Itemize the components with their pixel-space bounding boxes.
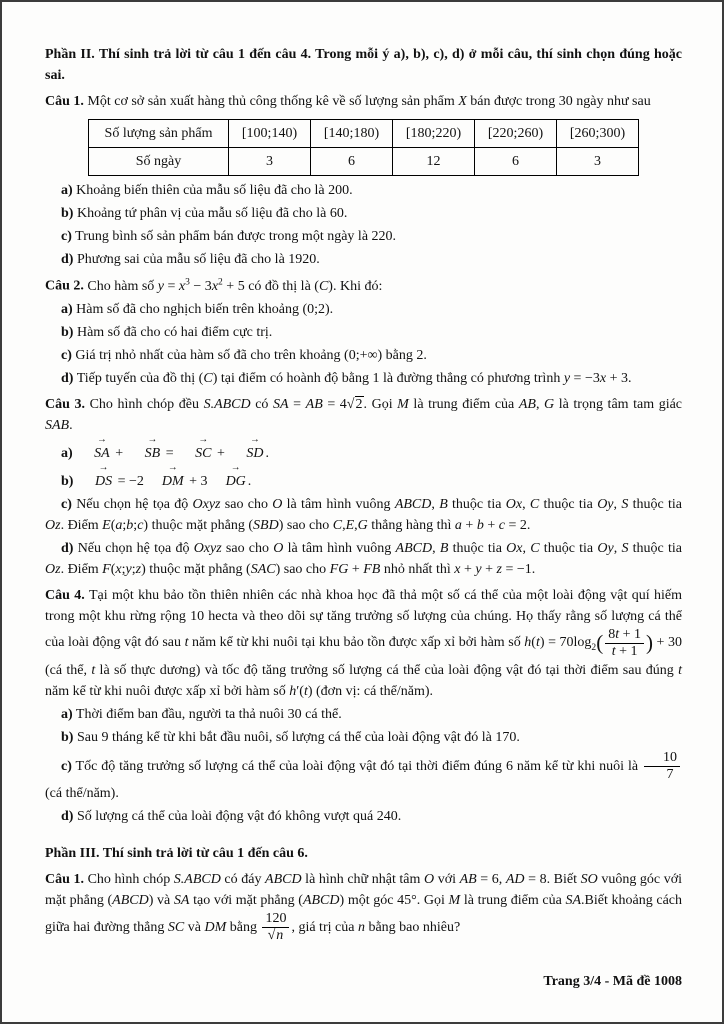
table-cell: [220;260)	[475, 120, 557, 148]
option-label: b)	[61, 473, 74, 489]
option-text: Thời điểm ban đầu, người ta thả nuôi 30 cá thể.	[75, 706, 342, 722]
p2-q2-option-b	[45, 322, 682, 343]
table-row-intervals	[89, 120, 639, 148]
table-row-days	[89, 148, 639, 176]
p2-q2-option-a	[45, 299, 682, 320]
option-label: d)	[61, 540, 74, 556]
option-label: c)	[61, 758, 72, 774]
p2-q2-option-c	[45, 345, 682, 366]
table-cell: [100;140)	[229, 120, 311, 148]
frequency-table	[88, 119, 639, 176]
option-text: Khoảng biến thiên của mẫu số liệu đã cho là 200.	[76, 183, 353, 198]
table-cell: 3	[557, 148, 639, 176]
p2-q4-option-a	[45, 704, 682, 725]
table-cell: 3	[229, 148, 311, 176]
p2-q1-option-d	[45, 249, 682, 270]
option-label: d)	[61, 370, 74, 386]
p3-q1-stem	[45, 869, 682, 944]
option-text: Hàm số đã cho có hai điểm cực trị.	[76, 324, 273, 340]
option-text: Số lượng cá thể của loài động vật đó không vượt quá 240.	[76, 809, 402, 825]
p2-q1-option-a	[45, 180, 682, 201]
p2-q1-stem	[45, 91, 682, 112]
option-label: c)	[61, 229, 72, 244]
option-label: a)	[61, 445, 73, 461]
p2-q3-option-d	[45, 538, 682, 580]
option-text: → DS = −2 → DM + 3 → DG .	[77, 474, 251, 489]
option-text: Nếu chọn hệ tọa độ Oxyz sao cho O là tâm hình vuông ABCD, B thuộc tia Ox, C thuộc tia Oy, S thuộc tia Oz. Điểm F(x;y;z) thuộc mặt phẳng (SAC) sao cho FG + FB nhỏ nhất thì x + y + z = −1.	[45, 540, 682, 577]
page-footer: Trang 3/4 - Mã đề 1008	[543, 974, 682, 989]
table-cell: 6	[475, 148, 557, 176]
table-cell: [260;300)	[557, 120, 639, 148]
p2-q1-option-b	[45, 203, 682, 224]
table-cell: [140;180)	[311, 120, 393, 148]
option-text: Sau 9 tháng kể từ khi bắt đầu nuôi, số lượng cá thể của loài động vật đó là 170.	[76, 729, 520, 745]
table-cell: Số lượng sản phẩm	[89, 120, 229, 148]
p2-q1-option-c	[45, 226, 682, 247]
option-label: a)	[61, 706, 73, 722]
option-text: Trung bình số sản phẩm bán được trong một ngày là 220.	[75, 229, 397, 244]
p2-q4-option-b	[45, 727, 682, 748]
p2-q2-option-d	[45, 368, 682, 389]
p2-q3-option-c	[45, 494, 682, 536]
option-text: Nếu chọn hệ tọa độ Oxyz sao cho O là tâm hình vuông ABCD, B thuộc tia Ox, C thuộc tia Oy, S thuộc tia Oz. Điểm E(a;b;c) thuộc mặt phẳng (SBD) sao cho C,E,G thẳng hàng thì a + b + c = 2.	[45, 496, 682, 533]
option-label: d)	[61, 809, 74, 825]
p2-q2-label: Câu 2.	[45, 278, 84, 294]
p2-q3-stem	[45, 394, 682, 436]
part2-heading: Phần II. Thí sinh trả lời từ câu 1 đến câu 4. Trong mỗi ý a), b), c), d) ở mỗi câu, thí sinh chọn đúng hoặc sai.	[45, 47, 682, 83]
p2-q3-text: Cho hình chóp đều S.ABCD có SA = AB = 4√2. Gọi M là trung điểm của AB, G là trọng tâm tam giác SAB.	[45, 396, 683, 433]
p2-q4-label: Câu 4.	[45, 587, 85, 603]
option-text: Tiếp tuyến của đồ thị (C) tại điểm có hoành độ bằng 1 là đường thẳng có phương trình y = −3x + 3.	[76, 370, 632, 386]
option-label: b)	[61, 206, 74, 221]
table-cell: 6	[311, 148, 393, 176]
part3-heading: Phần III. Thí sinh trả lời từ câu 1 đến câu 6.	[45, 846, 308, 862]
p2-q3-option-a	[45, 443, 682, 464]
table-cell: [180;220)	[393, 120, 475, 148]
p2-q2-text: Cho hàm số $y = x^3 - 3x^2 + 5$ có đồ thị là (C). Khi đó:	[87, 277, 383, 294]
option-text: Tốc độ tăng trưởng số lượng cá thể của loài động vật đó tại thời điểm đúng 6 năm kể từ khi nuôi là $\frac{10}{7}$ (cá thể/năm).	[45, 759, 682, 801]
option-text: → SA + → SB = → SC + → SD .	[76, 446, 269, 461]
p2-q1-text: Một cơ sở sản xuất hàng thủ công thống kê về số lượng sản phẩm X bán được trong 30 ngày như sau	[87, 94, 651, 109]
table-cell: 12	[393, 148, 475, 176]
p3-q1-text: Cho hình chóp S.ABCD có đáy ABCD là hình chữ nhật tâm O với AB = 6, AD = 8. Biết SO vuông góc với mặt phẳng (ABCD) và SA tạo với mặt phẳng (ABCD) một góc 45°. Gọi M là trung điểm của SA.Biết khoảng cách giữa hai đường thẳng SC và DM bằng $\frac{120}{√n}$ , giá trị của n bằng bao nhiêu?	[45, 872, 683, 944]
p2-q2-stem	[45, 275, 682, 297]
p2-q3-option-b	[45, 471, 682, 492]
option-label: b)	[61, 324, 74, 340]
option-label: a)	[61, 301, 73, 317]
table-cell: Số ngày	[89, 148, 229, 176]
option-label: d)	[61, 252, 74, 267]
p2-q4-option-d	[45, 806, 682, 827]
option-text: Giá trị nhỏ nhất của hàm số đã cho trên khoảng (0;+∞) bằng 2.	[75, 347, 427, 363]
option-text: Khoảng tứ phân vị của mẫu số liệu đã cho là 60.	[76, 206, 348, 221]
option-label: a)	[61, 183, 73, 198]
option-text: Hàm số đã cho nghịch biến trên khoảng (0;2).	[76, 301, 334, 317]
p2-q1-label: Câu 1.	[45, 94, 84, 109]
option-label: c)	[61, 347, 72, 363]
option-label: c)	[61, 496, 72, 512]
option-label: b)	[61, 729, 74, 745]
option-text: Phương sai của mẫu số liệu đã cho là 1920.	[76, 252, 320, 267]
p2-q4-stem	[45, 585, 682, 702]
p3-q1-label: Câu 1.	[45, 872, 84, 888]
p2-q4-text: Tại một khu bảo tồn thiên nhiên các nhà khoa học đã thả một số cá thể của một loài động vật quí hiếm trong một khu rừng rộng 10 hecta và theo dõi sự tăng trưởng số lượng của chúng. Họ thấy rằng số lượng cá thể của loài động vật đó sau t năm kể từ khi nuôi tại khu bảo tồn được xấp xỉ bởi hàm số $h(t) = 70\log_2$( $\frac{8t + 1}{t + 1}$ ) + 30 (cá thể, t là số thực dương) và tốc độ tăng trưởng số lượng cá thể của loài động vật đó tại thời điểm sau đúng t năm kể từ khi nuôi được xấp xỉ bởi hàm số h′(t) (đơn vị: cá thể/năm).	[45, 587, 683, 699]
p2-q4-option-c	[45, 750, 682, 804]
p2-q3-label: Câu 3.	[45, 396, 85, 412]
